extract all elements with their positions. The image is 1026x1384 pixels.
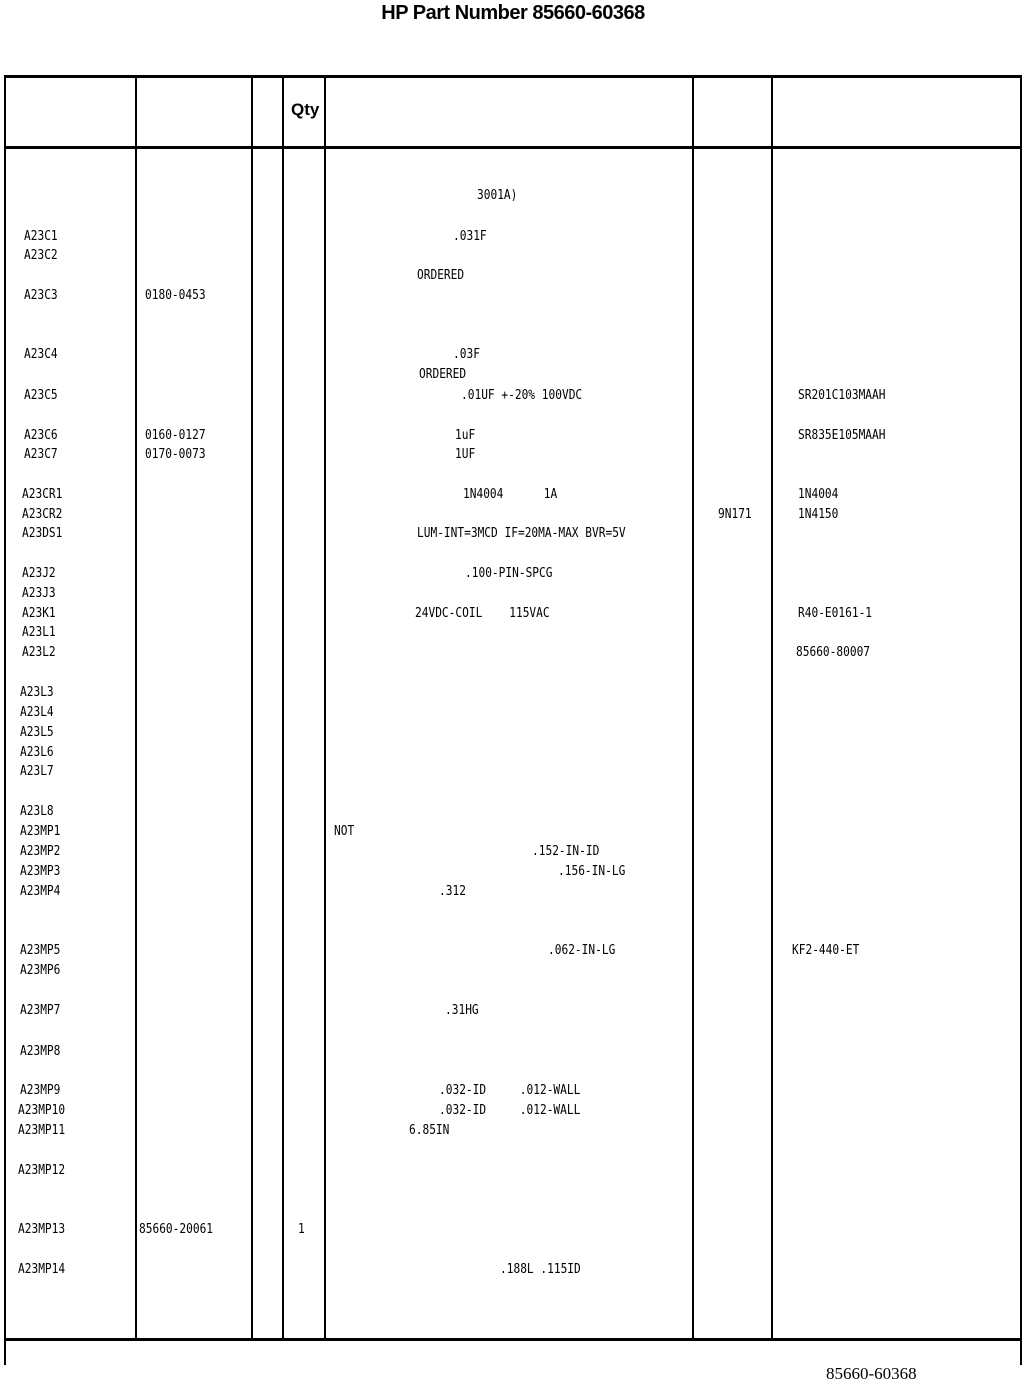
column-divider [692, 75, 694, 1340]
cell-reference: A23C5 [24, 388, 58, 403]
cell-reference: A23MP13 [18, 1222, 66, 1237]
cell-reference: A23MP8 [20, 1044, 61, 1059]
cell-description: 6.85IN [409, 1123, 450, 1138]
cell-description: .312 [439, 884, 466, 899]
footer-part-number: 85660-60368 [826, 1364, 917, 1383]
cell-reference: A23C3 [24, 288, 58, 303]
cell-description: 24VDC-COIL 115VAC [415, 606, 550, 621]
cell-description: .031F [453, 229, 487, 244]
cell-reference: A23CR2 [22, 507, 63, 522]
cell-description: .032-ID .012-WALL [439, 1083, 581, 1098]
cell-description: LUM-INT=3MCD IF=20MA-MAX BVR=5V [417, 526, 626, 541]
column-divider [135, 75, 137, 1340]
header-bottom-rule [4, 146, 1022, 149]
column-divider [282, 75, 284, 1340]
table-bottom-rule [4, 1338, 1022, 1341]
cell-reference: A23DS1 [22, 526, 63, 541]
cell-description: .156-IN-LG [558, 864, 626, 879]
cell-description: .152-IN-ID [532, 844, 600, 859]
cell-reference: A23MP6 [20, 963, 61, 978]
cell-reference: A23MP1 [20, 824, 61, 839]
cell-reference: A23L1 [22, 625, 56, 640]
cell-reference: A23MP9 [20, 1083, 61, 1098]
cell-reference: A23K1 [22, 606, 56, 621]
cell-reference: A23MP7 [20, 1003, 61, 1018]
cell-reference: A23MP12 [18, 1163, 66, 1178]
cell-reference: A23MP10 [18, 1103, 66, 1118]
cell-reference: A23MP4 [20, 884, 61, 899]
cell-reference: A23J2 [22, 566, 56, 581]
cell-mfr-part-number: 85660-80007 [796, 645, 871, 660]
cell-description: 1UF [455, 447, 476, 462]
cell-reference: A23MP11 [18, 1123, 66, 1138]
cell-description: .100-PIN-SPCG [465, 566, 553, 581]
cell-part-number: 85660-20061 [139, 1222, 214, 1237]
cell-description: .03F [453, 347, 480, 362]
cell-description: 3001A) [477, 188, 518, 203]
cell-description: ORDERED [419, 367, 467, 382]
column-divider [771, 75, 773, 1340]
cell-reference: A23J3 [22, 586, 56, 601]
cell-description: 1uF [455, 428, 476, 443]
qty-column-header: Qty [291, 100, 320, 119]
cell-reference: A23L5 [20, 725, 54, 740]
cell-part-number: 0180-0453 [145, 288, 206, 303]
cell-reference: A23C6 [24, 428, 58, 443]
cell-reference: A23L8 [20, 804, 54, 819]
column-divider [251, 75, 253, 1340]
cell-reference: A23L3 [20, 685, 54, 700]
column-divider [324, 75, 326, 1340]
cell-description: .01UF +-20% 100VDC [461, 388, 583, 403]
cell-mfr-part-number: R40-E0161-1 [798, 606, 873, 621]
cell-reference: A23C1 [24, 229, 58, 244]
cell-reference: A23L6 [20, 745, 54, 760]
cell-mfr-part-number: 1N4150 [798, 507, 839, 522]
column-divider [4, 75, 6, 1365]
cell-reference: A23L2 [22, 645, 56, 660]
page-title: HP Part Number 85660-60368 [381, 2, 645, 24]
cell-description: .188L .115ID [500, 1262, 581, 1277]
cell-part-number: 0160-0127 [145, 428, 206, 443]
cell-reference: A23L7 [20, 764, 54, 779]
cell-reference: A23CR1 [22, 487, 63, 502]
column-divider [1020, 75, 1022, 1365]
cell-reference: A23C2 [24, 248, 58, 263]
cell-description: ORDERED [417, 268, 465, 283]
table-top-rule [4, 75, 1022, 78]
cell-reference: A23MP3 [20, 864, 61, 879]
cell-description: 1N4004 1A [463, 487, 558, 502]
cell-part-number: 0170-0073 [145, 447, 206, 462]
cell-reference: A23C4 [24, 347, 58, 362]
cell-reference: A23L4 [20, 705, 54, 720]
cell-mfr-code: 9N171 [718, 507, 752, 522]
cell-mfr-part-number: SR201C103MAAH [798, 388, 886, 403]
cell-description: .062-IN-LG [548, 943, 616, 958]
cell-mfr-part-number: 1N4004 [798, 487, 839, 502]
cell-description: .032-ID .012-WALL [439, 1103, 581, 1118]
cell-description: NOT [334, 824, 355, 839]
cell-mfr-part-number: KF2-440-ET [792, 943, 860, 958]
cell-mfr-part-number: SR835E105MAAH [798, 428, 886, 443]
cell-reference: A23MP5 [20, 943, 61, 958]
cell-reference: A23C7 [24, 447, 58, 462]
cell-reference: A23MP2 [20, 844, 61, 859]
cell-reference: A23MP14 [18, 1262, 66, 1277]
cell-description: .31HG [445, 1003, 479, 1018]
cell-quantity: 1 [298, 1222, 305, 1237]
